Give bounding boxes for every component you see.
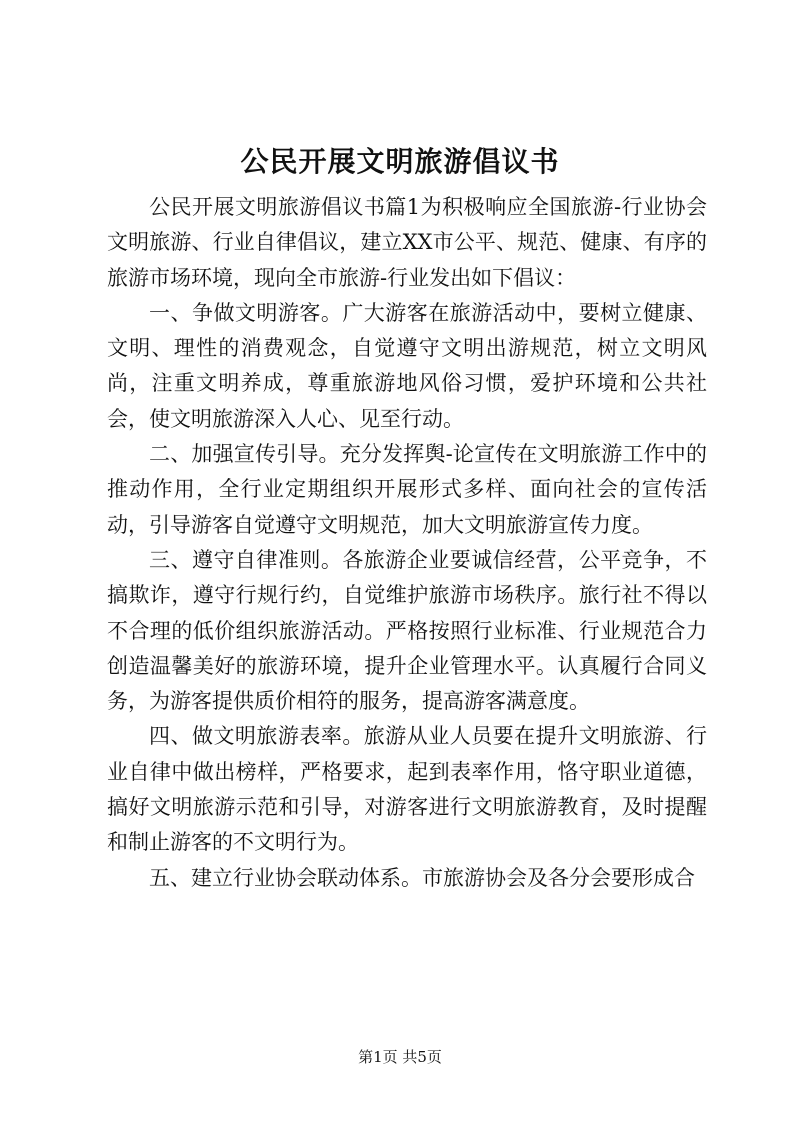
document-title: 公民开展文明旅游倡议书 xyxy=(240,145,560,178)
paragraph-5: 五、建立行业协会联动体系。市旅游协会及各分会要形成合 xyxy=(149,865,695,890)
document-body xyxy=(107,190,707,896)
paragraph-intro: 公民开展文明旅游倡议书篇1为积极响应全国旅游-行业协会文明旅游、行业自律倡议，建立XX市公平、规范、健康、有序的旅游市场环境，现向全市旅游-行业发出如下倡议： xyxy=(107,195,707,290)
page-number-footer: 第1页 共5页 xyxy=(358,1048,442,1066)
paragraph-4: 四、做文明旅游表率。旅游从业人员要在提升文明旅游、行业自律中做出榜样，严格要求，起到表率作用，恪守职业道德，搞好文明旅游示范和引导，对游客进行文明旅游教育，及时提醒和制止游客的不文明行为。 xyxy=(107,724,707,855)
paragraph-3: 三、遵守自律准则。各旅游企业要诚信经营，公平竞争，不搞欺诈，遵守行规行约，自觉维护旅游市场秩序。旅行社不得以不合理的低价组织旅游活动。严格按照行业标准、行业规范合力创造温馨美好的旅游环境，提升企业管理水平。认真履行合同义务，为游客提供质价相符的服务，提高游客满意度。 xyxy=(107,547,707,714)
paragraph-1: 一、争做文明游客。广大游客在旅游活动中，要树立健康、文明、理性的消费观念，自觉遵守文明出游规范，树立文明风尚，注重文明养成，尊重旅游地风俗习惯，爱护环境和公共社会，使文明旅游深入人心、见至行动。 xyxy=(107,300,707,431)
paragraph-2: 二、加强宣传引导。充分发挥舆-论宣传在文明旅游工作中的推动作用，全行业定期组织开展形式多样、面向社会的宣传活动，引导游客自觉遵守文明规范，加大文明旅游宣传力度。 xyxy=(107,442,707,537)
